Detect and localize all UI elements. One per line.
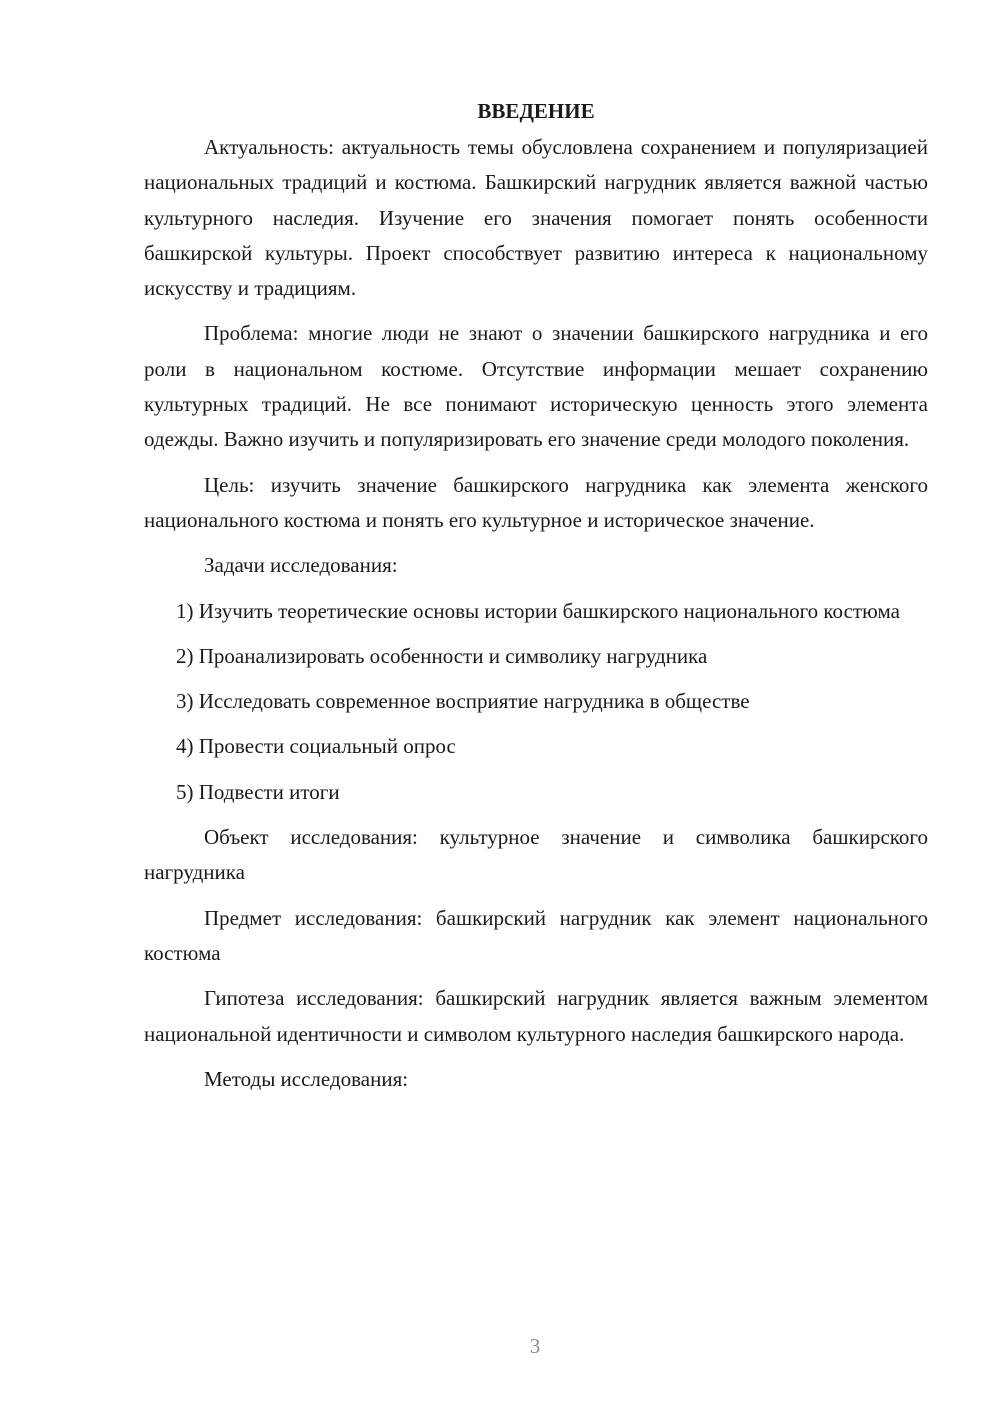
task-item-4: 4) Провести социальный опрос (176, 734, 456, 759)
task-item-5: 5) Подвести итоги (176, 779, 340, 804)
problem-paragraph: Проблема: многие люди не знают о значении башкирского нагрудника и его роли в национальном костюме. Отсутствие информации мешает сохранению культурных традиций. Не все понимают историческую ценность этого элемента одежды. Важно изучить и популяризировать его значение среди молодого поколения. (144, 321, 928, 452)
document-page (144, 96, 928, 1107)
task-item-3: 3) Исследовать современное восприятие нагрудника в обществе (176, 689, 750, 714)
page-number: 3 (529, 1334, 541, 1358)
tasks-heading: Задачи исследования: (204, 553, 398, 578)
task-item-1: 1) Изучить теоретические основы истории башкирского национального костюма (176, 598, 900, 623)
object-paragraph: Объект исследования: культурное значение и символика башкирского нагрудника (144, 825, 928, 885)
section-title: ВВЕДЕНИЕ (477, 99, 595, 123)
methods-heading: Методы исследования: (204, 1066, 409, 1091)
subject-paragraph: Предмет исследования: башкирский нагрудник как элемент национального костюма (144, 905, 928, 965)
relevance-paragraph: Актуальность: актуальность темы обусловлена сохранением и популяризацией национальных традиций и костюма. Башкирский нагрудник является важной частью культурного наследия. Изучение его значения помогает понять особенности башкирской культуры. Проект способствует развитию интереса к национальному искусству и традициям. (144, 135, 928, 301)
task-item-2: 2) Проанализировать особенности и символику нагрудника (176, 643, 708, 668)
goal-paragraph: Цель: изучить значение башкирского нагрудника как элемента женского национального костюма и понять его культурное и историческое значение. (144, 472, 928, 532)
hypothesis-paragraph: Гипотеза исследования: башкирский нагрудник является важным элементом национальной идентичности и символом культурного наследия башкирского народа. (144, 986, 928, 1046)
